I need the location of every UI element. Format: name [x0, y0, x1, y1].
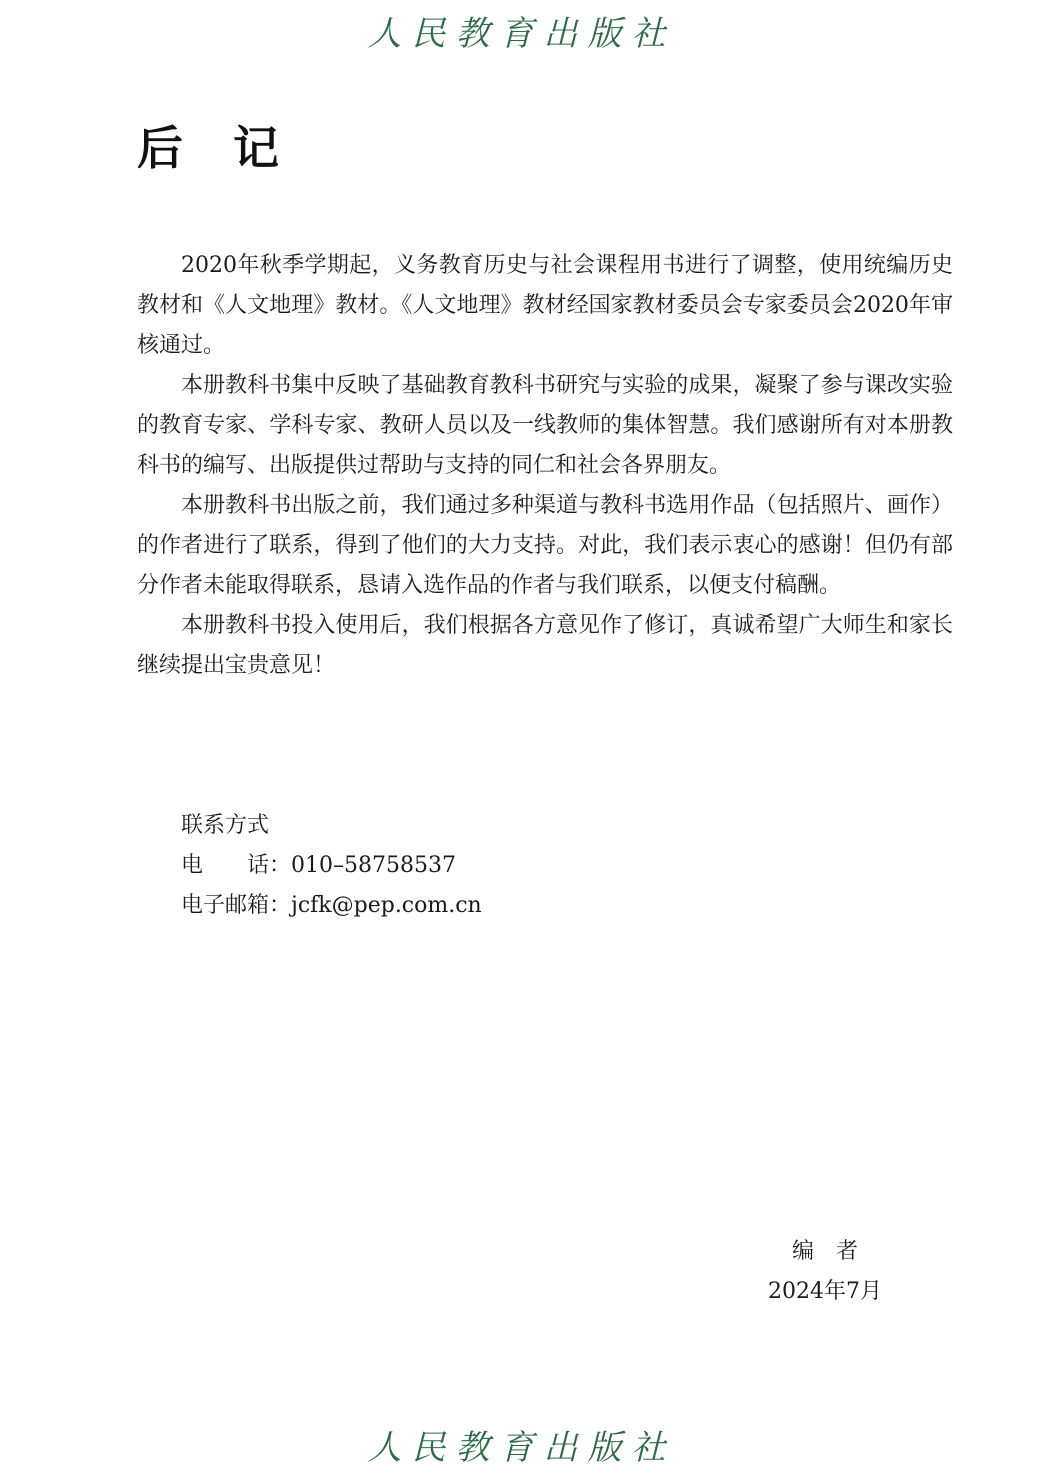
contact-heading: 联系方式 [181, 813, 270, 838]
email-label: 电子邮箱： [181, 893, 292, 918]
page-title-char-1: 后 [137, 121, 183, 175]
paragraph-2: 本册教科书集中反映了基础教育教科书研究与实验的成果，凝聚了参与课改实验的教育专家、学科专家、教研人员以及一线教师的集体智慧。我们感谢所有对本册教科书的编写、出版提供过帮助与支持的同仁和社会各界朋友。 [137, 373, 953, 478]
page-title-char-2: 记 [233, 121, 279, 175]
paragraph-4: 本册教科书投入使用后，我们根据各方意见作了修订，真诚希望广大师生和家长继续提出宝贵意见！ [137, 613, 953, 678]
phone-number: 010–58758537 [291, 853, 456, 878]
publisher-logo-top: 人民教育出版社 [367, 14, 676, 54]
afterword-body [137, 246, 953, 686]
contact-email-row [181, 886, 482, 926]
contact-block [181, 806, 482, 926]
paragraph-3: 本册教科书出版之前，我们通过多种渠道与教科书选用作品（包括照片、画作）的作者进行了联系，得到了他们的大力支持。对此，我们表示衷心的感谢！但仍有部分作者未能取得联系，恳请入选作品的作者与我们联系，以便支付稿酬。 [137, 493, 953, 598]
page-title [137, 112, 279, 178]
signature-author: 编 者 [791, 1239, 858, 1264]
signature-block [760, 1232, 890, 1312]
publisher-logo-bottom: 人民教育出版社 [367, 1428, 676, 1468]
paragraph-1: 2020年秋季学期起，义务教育历史与社会课程用书进行了调整，使用统编历史教材和《人文地理》教材。《人文地理》教材经国家教材委员会专家委员会2020年审核通过。 [137, 253, 953, 358]
email-address: jcfk@pep.com.cn [291, 893, 482, 918]
phone-label: 电 话： [181, 853, 292, 878]
contact-phone-row [181, 846, 482, 886]
signature-date: 2024年7月 [768, 1279, 882, 1304]
